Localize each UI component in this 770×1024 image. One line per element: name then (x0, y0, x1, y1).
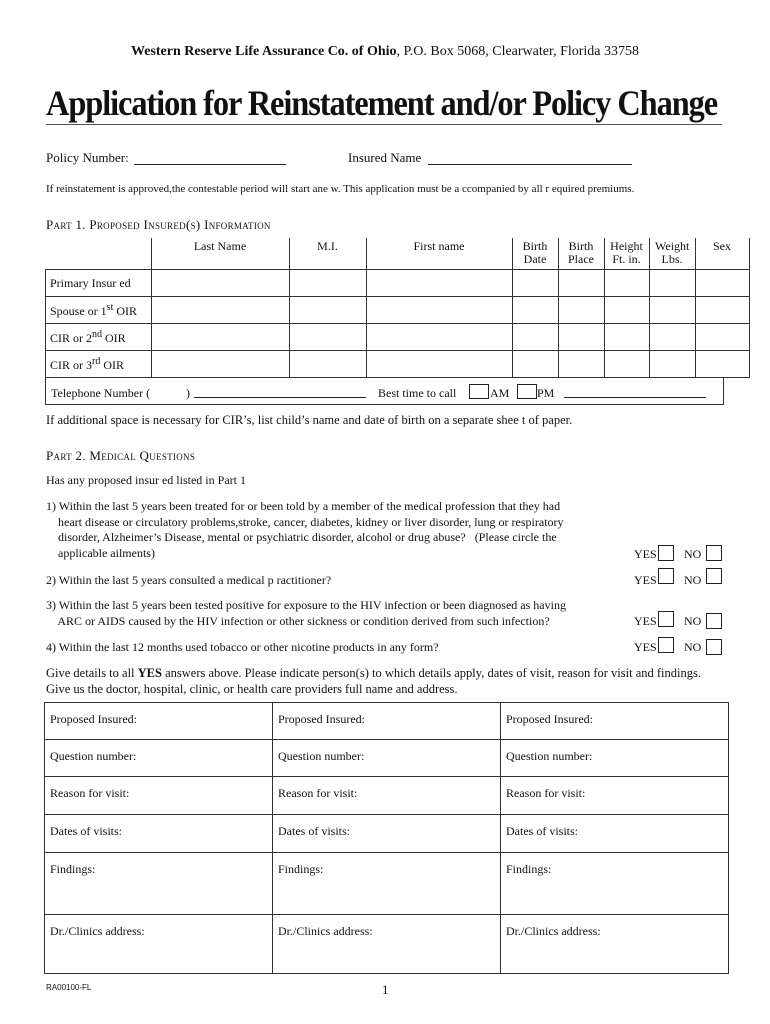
details-rest: answers above. Please indicate person(s) to which details apply, dates of visit, reason for visit and findings. (161, 666, 701, 680)
cell-input[interactable] (512, 297, 558, 324)
q4-yes-label: YES (634, 640, 657, 654)
cell-input[interactable] (512, 324, 558, 351)
cell-input[interactable] (289, 270, 366, 297)
col-height-label: Height Ft. in. (610, 239, 643, 266)
insured-name-field[interactable] (428, 150, 632, 165)
col-weight-label: Weight Lbs. (655, 239, 690, 266)
col-first-name: First name (366, 238, 512, 270)
table-row (45, 853, 729, 915)
table-row (45, 777, 729, 815)
cell-input[interactable] (289, 324, 366, 351)
telephone-label: Telephone Number ( (51, 386, 151, 400)
row-cir3-suffix: OIR (100, 357, 125, 372)
cell-input[interactable] (695, 351, 749, 378)
cell-input[interactable] (289, 351, 366, 378)
q3-yes-checkbox[interactable] (658, 611, 674, 627)
details-table (44, 702, 729, 974)
cell-input[interactable] (558, 351, 604, 378)
cell-input[interactable] (289, 297, 366, 324)
detail-cell[interactable]: Question number: (501, 740, 729, 777)
table-row (46, 297, 750, 324)
cell-input[interactable] (649, 324, 695, 351)
form-code: RA00100-FL (46, 983, 92, 992)
detail-cell[interactable]: Dr./Clinics address: (501, 915, 729, 974)
cell-input[interactable] (604, 297, 649, 324)
row-label-header (46, 238, 152, 270)
row-cir3 (46, 351, 152, 378)
col-sex: Sex (695, 238, 749, 270)
q4-yes-checkbox[interactable] (658, 637, 674, 653)
question-1-line: disorder, Alzheimer’s Disease, mental or psychiatric disorder, alcohol or drug abuse? (Please circle the (46, 530, 557, 544)
detail-cell[interactable]: Reason for visit: (273, 777, 501, 815)
q4-no-label: NO (684, 640, 702, 654)
detail-cell[interactable]: Dates of visits: (273, 815, 501, 853)
details-instructions (46, 666, 701, 697)
cell-input[interactable] (558, 324, 604, 351)
row-spouse-sup: st (106, 301, 114, 313)
insured-info-table (45, 238, 750, 378)
q4-no-checkbox[interactable] (706, 639, 722, 655)
title-rule (46, 124, 722, 125)
detail-cell[interactable]: Proposed Insured: (501, 703, 729, 740)
cell-input[interactable] (151, 351, 289, 378)
detail-cell[interactable]: Findings: (45, 853, 273, 915)
cell-input[interactable] (366, 351, 512, 378)
cell-input[interactable] (151, 324, 289, 351)
detail-cell[interactable]: Findings: (501, 853, 729, 915)
cell-input[interactable] (649, 351, 695, 378)
insured-name-label: Insured Name (348, 150, 422, 165)
row-cir2-label: CIR or 2 (50, 330, 92, 345)
best-time-label: Best time to call (378, 386, 457, 400)
detail-cell[interactable]: Dates of visits: (45, 815, 273, 853)
detail-cell[interactable]: Reason for visit: (501, 777, 729, 815)
part2-title: Part 2. Medical Questions (46, 448, 196, 463)
details-lead: Give details to all (46, 666, 138, 680)
cell-input[interactable] (649, 270, 695, 297)
col-birth-place-label: Birth Place (568, 239, 594, 266)
company-header (0, 44, 770, 60)
q2-yes-checkbox[interactable] (658, 568, 674, 584)
cell-input[interactable] (558, 270, 604, 297)
part2-intro: Has any proposed insur ed listed in Part 1 (46, 473, 246, 487)
cell-input[interactable] (151, 297, 289, 324)
col-weight (649, 238, 695, 270)
part1-title: Part 1. Proposed Insured(s) Information (46, 217, 271, 232)
col-mi: M.I. (289, 238, 366, 270)
question-1-line: heart disease or circulatory problems,stroke, cancer, diabetes, kidney or liver disorder, lung or respiratory (46, 514, 564, 529)
question-4: 4) Within the last 12 months used tobacco or other nicotine products in any form? (46, 640, 439, 654)
detail-cell[interactable]: Proposed Insured: (273, 703, 501, 740)
cell-input[interactable] (366, 324, 512, 351)
telephone-close-paren: ) (186, 386, 190, 400)
question-1-line: applicable ailments) (46, 545, 155, 560)
cell-input[interactable] (695, 297, 749, 324)
q3-no-label: NO (684, 614, 702, 628)
row-cir2 (46, 324, 152, 351)
cell-input[interactable] (366, 270, 512, 297)
cell-input[interactable] (695, 270, 749, 297)
detail-cell[interactable]: Findings: (273, 853, 501, 915)
table-row (45, 703, 729, 740)
cell-input[interactable] (151, 270, 289, 297)
pm-field[interactable] (564, 385, 706, 398)
col-last-name: Last Name (151, 238, 289, 270)
question-1 (46, 499, 564, 561)
q3-yes-label: YES (634, 614, 657, 628)
table-row (46, 324, 750, 351)
row-cir3-label: CIR or 3 (50, 357, 92, 372)
policy-number-field[interactable] (134, 150, 286, 165)
policy-number-label: Policy Number: (46, 150, 129, 165)
company-address: , P.O. Box 5068, Clearwater, Florida 33758 (396, 44, 640, 59)
detail-cell[interactable]: Dates of visits: (501, 815, 729, 853)
cell-input[interactable] (604, 351, 649, 378)
question-3-line: 3) Within the last 5 years been tested positive for exposure to the HIV infection or been diagnosed as having (46, 598, 566, 612)
col-birth-date (512, 238, 558, 270)
pm-checkbox[interactable] (517, 384, 537, 399)
table-row (46, 270, 750, 297)
page-number: 1 (382, 982, 389, 997)
cell-input[interactable] (695, 324, 749, 351)
detail-cell[interactable]: Reason for visit: (45, 777, 273, 815)
col-birth-place (558, 238, 604, 270)
q1-no-checkbox[interactable] (706, 545, 722, 561)
cell-input[interactable] (512, 270, 558, 297)
am-label: AM (490, 386, 510, 400)
am-checkbox[interactable] (469, 384, 489, 399)
row-cir2-suffix: OIR (102, 330, 126, 345)
table-row (45, 915, 729, 974)
cir-note: If additional space is necessary for CIR’s, list child’s name and date of birth on a separate shee t of paper. (46, 413, 573, 427)
q1-yes-checkbox[interactable] (658, 545, 674, 561)
detail-cell[interactable]: Question number: (45, 740, 273, 777)
q2-no-checkbox[interactable] (706, 568, 722, 584)
company-name: Western Reserve Life Assurance Co. of Ohio (130, 44, 397, 59)
col-height (604, 238, 649, 270)
page-title: Application for Reinstatement and/or Policy Change (46, 83, 718, 123)
col-birth-date-label: Birth Date (522, 239, 548, 266)
q3-no-checkbox[interactable] (706, 613, 722, 629)
question-2: 2) Within the last 5 years consulted a medical p ractitioner? (46, 573, 332, 587)
table-row (46, 351, 750, 378)
cell-input[interactable] (649, 297, 695, 324)
row-cir3-sup: rd (92, 355, 101, 367)
detail-cell[interactable]: Proposed Insured: (45, 703, 273, 740)
question-1-line: 1) Within the last 5 years been treated for or been told by a member of the medical profession that they had (46, 499, 561, 513)
row-spouse-suffix: OIR (113, 303, 138, 318)
details-line2: Give us the doctor, hospital, clinic, or health care providers full name and address. (46, 681, 458, 696)
detail-cell[interactable]: Dr./Clinics address: (273, 915, 501, 974)
cell-input[interactable] (558, 297, 604, 324)
row-cir2-sup: nd (92, 328, 102, 340)
row-spouse (46, 297, 152, 324)
row-primary-insured: Primary Insur ed (46, 270, 152, 297)
table-row (45, 815, 729, 853)
details-yes: YES (137, 666, 162, 680)
q1-no-label: NO (684, 547, 702, 561)
cell-input[interactable] (604, 324, 649, 351)
detail-cell[interactable]: Question number: (273, 740, 501, 777)
cell-input[interactable] (366, 297, 512, 324)
detail-cell[interactable]: Dr./Clinics address: (45, 915, 273, 974)
telephone-field[interactable] (194, 385, 366, 398)
q2-yes-label: YES (634, 573, 657, 587)
cell-input[interactable] (604, 270, 649, 297)
q1-yes-label: YES (634, 547, 657, 561)
row-spouse-label: Spouse or 1 (50, 303, 107, 318)
cell-input[interactable] (512, 351, 558, 378)
pm-label: PM (537, 386, 555, 400)
q2-no-label: NO (684, 573, 702, 587)
question-3 (46, 598, 566, 629)
table-row (45, 740, 729, 777)
question-3-line: ARC or AIDS caused by the HIV infection or other sickness or condition derived from such infection? (46, 613, 550, 628)
reinstatement-notice: If reinstatement is approved,the contestable period will start ane w. This application must be a ccompanied by all r equired premiums. (46, 183, 635, 195)
